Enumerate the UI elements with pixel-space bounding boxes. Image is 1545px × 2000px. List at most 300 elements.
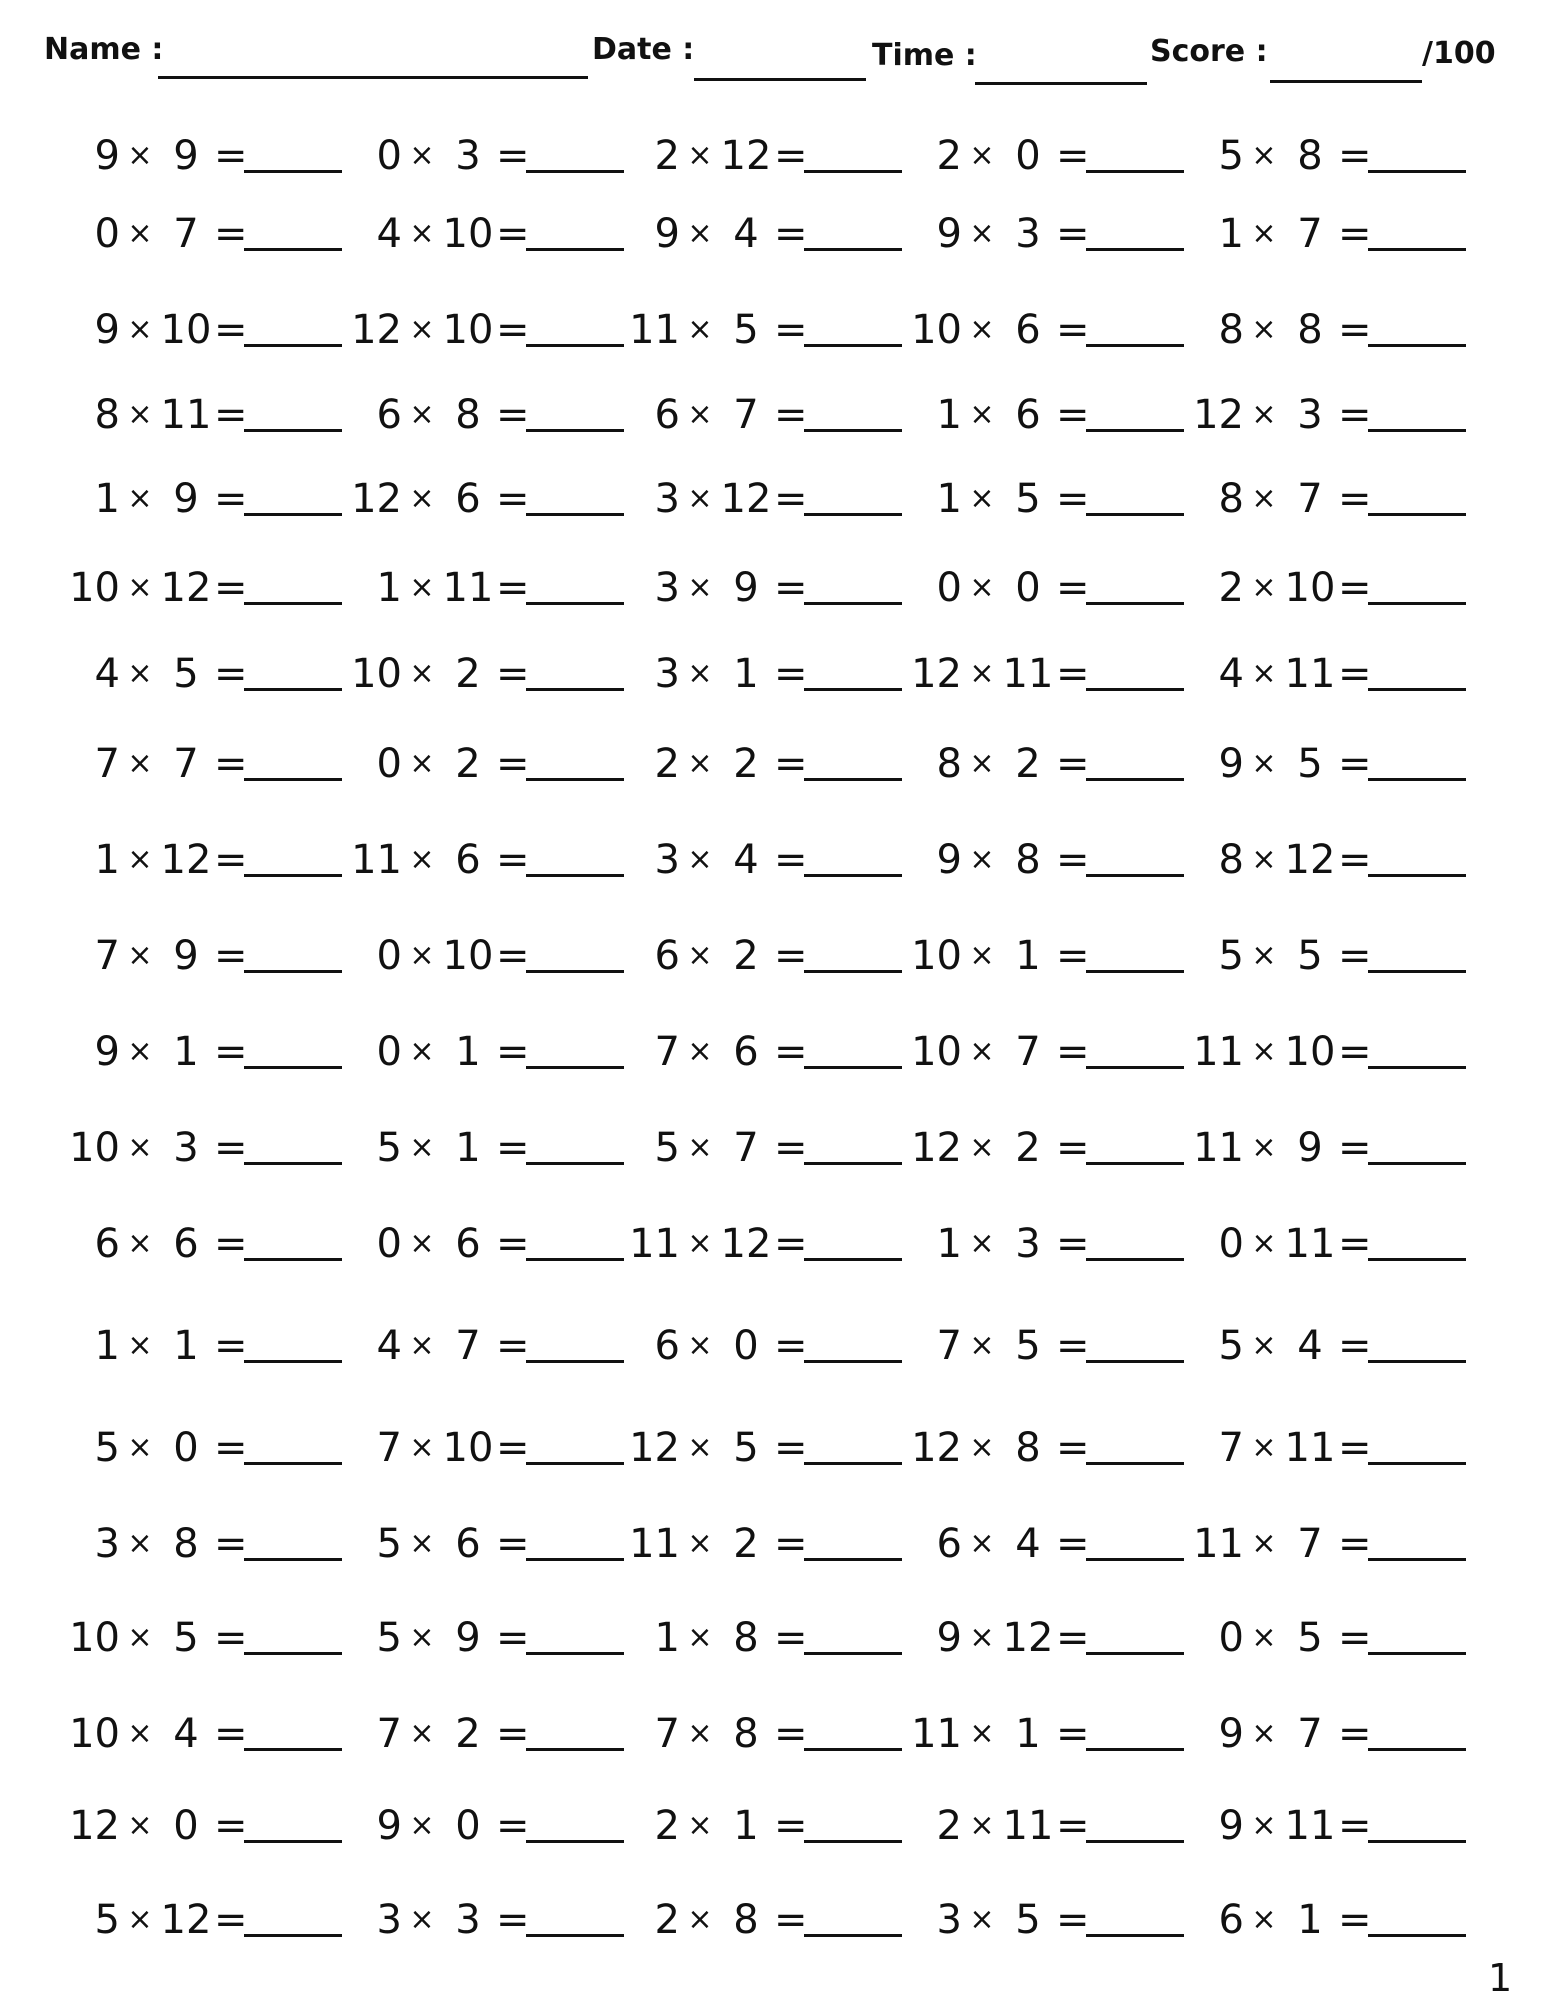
problem xyxy=(620,832,890,888)
factor-a: 1 xyxy=(94,837,120,883)
answer-blank[interactable] xyxy=(244,1360,342,1363)
answer-blank[interactable] xyxy=(1086,429,1184,432)
factor-b: 4 xyxy=(173,1711,199,1757)
answer-blank[interactable] xyxy=(1086,874,1184,877)
factor-a: 10 xyxy=(351,651,402,697)
factor-b: 9 xyxy=(173,133,199,179)
factor-b: 3 xyxy=(173,1125,199,1171)
factor-b: 2 xyxy=(733,741,759,787)
answer-blank[interactable] xyxy=(804,688,902,691)
problem xyxy=(60,206,330,262)
answer-blank[interactable] xyxy=(804,429,902,432)
answer-blank[interactable] xyxy=(1368,1748,1466,1751)
factor-b: 0 xyxy=(455,1803,481,1849)
answer-blank[interactable] xyxy=(1368,778,1466,781)
answer-blank[interactable] xyxy=(1368,1066,1466,1069)
factor-a: 0 xyxy=(376,933,402,979)
equals-sign: = xyxy=(1056,307,1090,353)
answer-blank[interactable] xyxy=(244,970,342,973)
times-sign: × xyxy=(969,656,995,691)
answer-blank[interactable] xyxy=(804,170,902,173)
problem xyxy=(342,1024,612,1080)
times-sign: × xyxy=(409,1226,435,1261)
answer-blank[interactable] xyxy=(244,1162,342,1165)
factor-b: 5 xyxy=(173,651,199,697)
problem xyxy=(620,471,890,527)
factor-b: 10 xyxy=(1284,565,1336,611)
problem xyxy=(60,471,330,527)
factor-b: 5 xyxy=(733,307,759,353)
problem xyxy=(902,560,1172,616)
answer-blank[interactable] xyxy=(1368,1162,1466,1165)
answer-blank[interactable] xyxy=(526,1934,624,1937)
factor-b: 2 xyxy=(733,933,759,979)
answer-blank[interactable] xyxy=(244,1652,342,1655)
answer-blank[interactable] xyxy=(526,1840,624,1843)
times-sign: × xyxy=(687,1328,713,1363)
times-sign: × xyxy=(127,842,153,877)
answer-blank[interactable] xyxy=(526,1360,624,1363)
answer-blank[interactable] xyxy=(804,1748,902,1751)
factor-a: 7 xyxy=(376,1711,402,1757)
factor-a: 5 xyxy=(94,1425,120,1471)
answer-blank[interactable] xyxy=(526,874,624,877)
times-sign: × xyxy=(1251,138,1277,173)
factor-b: 0 xyxy=(173,1425,199,1471)
factor-a: 8 xyxy=(1218,476,1244,522)
answer-blank[interactable] xyxy=(244,688,342,691)
answer-blank[interactable] xyxy=(1086,248,1184,251)
answer-blank[interactable] xyxy=(1368,170,1466,173)
factor-a: 3 xyxy=(936,1897,962,1943)
factor-b: 5 xyxy=(1015,1897,1041,1943)
equals-sign: = xyxy=(1056,1521,1090,1567)
equals-sign: = xyxy=(1338,651,1372,697)
factor-b: 6 xyxy=(455,837,481,883)
factor-b: 1 xyxy=(1015,933,1041,979)
problem xyxy=(902,832,1172,888)
answer-blank[interactable] xyxy=(1086,1748,1184,1751)
factor-b: 11 xyxy=(1284,1221,1336,1267)
factor-b: 7 xyxy=(173,211,199,257)
factor-a: 12 xyxy=(351,307,402,353)
factor-b: 5 xyxy=(1297,933,1323,979)
factor-a: 9 xyxy=(94,1029,120,1075)
times-sign: × xyxy=(1251,1226,1277,1261)
times-sign: × xyxy=(409,1902,435,1937)
answer-blank[interactable] xyxy=(1368,513,1466,516)
times-sign: × xyxy=(687,1226,713,1261)
factor-b: 5 xyxy=(173,1615,199,1661)
factor-b: 10 xyxy=(442,1425,494,1471)
problem xyxy=(1184,1798,1454,1854)
problem xyxy=(60,302,330,358)
equals-sign: = xyxy=(496,837,530,883)
equals-sign: = xyxy=(774,392,808,438)
answer-blank[interactable] xyxy=(1086,778,1184,781)
problem xyxy=(902,1798,1172,1854)
answer-blank[interactable] xyxy=(1368,248,1466,251)
problem xyxy=(342,1420,612,1476)
times-sign: × xyxy=(1251,1430,1277,1465)
answer-blank[interactable] xyxy=(244,170,342,173)
answer-blank[interactable] xyxy=(244,1748,342,1751)
answer-blank[interactable] xyxy=(244,344,342,347)
answer-blank[interactable] xyxy=(1368,344,1466,347)
times-sign: × xyxy=(1251,481,1277,516)
answer-blank[interactable] xyxy=(526,970,624,973)
problem xyxy=(1184,1892,1454,1948)
answer-blank[interactable] xyxy=(244,1462,342,1465)
factor-a: 5 xyxy=(376,1125,402,1171)
problem xyxy=(902,1420,1172,1476)
factor-a: 11 xyxy=(1193,1521,1244,1567)
times-sign: × xyxy=(127,1808,153,1843)
times-sign: × xyxy=(127,1034,153,1069)
times-sign: × xyxy=(409,1716,435,1751)
answer-blank[interactable] xyxy=(1086,1258,1184,1261)
times-sign: × xyxy=(687,746,713,781)
answer-blank[interactable] xyxy=(244,1934,342,1937)
equals-sign: = xyxy=(214,133,248,179)
equals-sign: = xyxy=(774,741,808,787)
times-sign: × xyxy=(969,1328,995,1363)
answer-blank[interactable] xyxy=(804,778,902,781)
factor-a: 5 xyxy=(94,1897,120,1943)
answer-blank[interactable] xyxy=(526,1558,624,1561)
answer-blank[interactable] xyxy=(804,1162,902,1165)
factor-a: 9 xyxy=(376,1803,402,1849)
times-sign: × xyxy=(969,1226,995,1261)
answer-blank[interactable] xyxy=(1368,1558,1466,1561)
answer-blank[interactable] xyxy=(804,1258,902,1261)
times-sign: × xyxy=(687,312,713,347)
problem xyxy=(1184,1318,1454,1374)
problem xyxy=(902,1120,1172,1176)
answer-blank[interactable] xyxy=(526,778,624,781)
answer-blank[interactable] xyxy=(1086,1066,1184,1069)
equals-sign: = xyxy=(1338,307,1372,353)
factor-a: 7 xyxy=(94,741,120,787)
problem xyxy=(902,1318,1172,1374)
problem xyxy=(620,1318,890,1374)
factor-b: 11 xyxy=(1284,651,1336,697)
answer-blank[interactable] xyxy=(804,1934,902,1937)
answer-blank[interactable] xyxy=(526,344,624,347)
answer-blank[interactable] xyxy=(526,1652,624,1655)
answer-blank[interactable] xyxy=(804,1558,902,1561)
answer-blank[interactable] xyxy=(1086,1652,1184,1655)
answer-blank[interactable] xyxy=(804,344,902,347)
factor-b: 10 xyxy=(442,933,494,979)
times-sign: × xyxy=(409,138,435,173)
times-sign: × xyxy=(409,842,435,877)
factor-a: 7 xyxy=(936,1323,962,1369)
answer-blank[interactable] xyxy=(244,429,342,432)
problem xyxy=(620,128,890,184)
answer-blank[interactable] xyxy=(804,248,902,251)
factor-b: 2 xyxy=(1015,1125,1041,1171)
answer-blank[interactable] xyxy=(1086,970,1184,973)
answer-blank[interactable] xyxy=(1086,1934,1184,1937)
factor-a: 4 xyxy=(94,651,120,697)
answer-blank[interactable] xyxy=(1086,1462,1184,1465)
problem xyxy=(342,1706,612,1762)
equals-sign: = xyxy=(214,1897,248,1943)
equals-sign: = xyxy=(1056,1029,1090,1075)
factor-a: 8 xyxy=(1218,307,1244,353)
answer-blank[interactable] xyxy=(1086,513,1184,516)
equals-sign: = xyxy=(1338,1521,1372,1567)
times-sign: × xyxy=(127,481,153,516)
times-sign: × xyxy=(409,570,435,605)
factor-a: 4 xyxy=(1218,651,1244,697)
answer-blank[interactable] xyxy=(1086,1558,1184,1561)
equals-sign: = xyxy=(1056,1803,1090,1849)
problem xyxy=(342,1120,612,1176)
answer-blank[interactable] xyxy=(1368,1934,1466,1937)
answer-blank[interactable] xyxy=(244,1840,342,1843)
answer-blank[interactable] xyxy=(526,513,624,516)
factor-a: 12 xyxy=(911,651,962,697)
factor-a: 12 xyxy=(69,1803,120,1849)
factor-b: 12 xyxy=(720,476,772,522)
factor-a: 8 xyxy=(1218,837,1244,883)
factor-a: 11 xyxy=(351,837,402,883)
problem xyxy=(60,1024,330,1080)
factor-b: 4 xyxy=(1015,1521,1041,1567)
factor-b: 6 xyxy=(455,1521,481,1567)
factor-a: 0 xyxy=(376,1029,402,1075)
problem xyxy=(1184,387,1454,443)
problem xyxy=(60,928,330,984)
answer-blank[interactable] xyxy=(526,1748,624,1751)
problem xyxy=(60,1120,330,1176)
factor-b: 1 xyxy=(455,1029,481,1075)
answer-blank[interactable] xyxy=(526,1162,624,1165)
factor-b: 11 xyxy=(160,392,212,438)
times-sign: × xyxy=(969,216,995,251)
factor-a: 6 xyxy=(94,1221,120,1267)
times-sign: × xyxy=(687,570,713,605)
factor-a: 1 xyxy=(94,1323,120,1369)
equals-sign: = xyxy=(1056,1425,1090,1471)
times-sign: × xyxy=(409,1328,435,1363)
equals-sign: = xyxy=(1056,837,1090,883)
equals-sign: = xyxy=(1338,565,1372,611)
factor-a: 5 xyxy=(654,1125,680,1171)
equals-sign: = xyxy=(214,1615,248,1661)
answer-blank[interactable] xyxy=(804,970,902,973)
answer-blank[interactable] xyxy=(804,602,902,605)
answer-blank[interactable] xyxy=(526,1258,624,1261)
times-sign: × xyxy=(127,216,153,251)
times-sign: × xyxy=(127,1526,153,1561)
equals-sign: = xyxy=(496,1803,530,1849)
equals-sign: = xyxy=(1338,1615,1372,1661)
answer-blank[interactable] xyxy=(1086,1360,1184,1363)
times-sign: × xyxy=(409,1130,435,1165)
equals-sign: = xyxy=(774,1897,808,1943)
answer-blank[interactable] xyxy=(526,688,624,691)
factor-a: 6 xyxy=(654,392,680,438)
problem xyxy=(620,1610,890,1666)
equals-sign: = xyxy=(214,1711,248,1757)
equals-sign: = xyxy=(214,741,248,787)
problem xyxy=(902,1216,1172,1272)
answer-blank[interactable] xyxy=(804,1840,902,1843)
equals-sign: = xyxy=(774,1615,808,1661)
times-sign: × xyxy=(127,1130,153,1165)
factor-b: 8 xyxy=(1015,837,1041,883)
equals-sign: = xyxy=(496,1711,530,1757)
answer-blank[interactable] xyxy=(244,1066,342,1069)
problem xyxy=(342,1610,612,1666)
answer-blank[interactable] xyxy=(1086,170,1184,173)
factor-b: 8 xyxy=(733,1897,759,1943)
times-sign: × xyxy=(127,1328,153,1363)
answer-blank[interactable] xyxy=(244,1258,342,1261)
answer-blank[interactable] xyxy=(244,874,342,877)
problem xyxy=(902,928,1172,984)
problem xyxy=(620,1892,890,1948)
times-sign: × xyxy=(127,938,153,973)
answer-blank[interactable] xyxy=(526,1066,624,1069)
problem xyxy=(1184,1420,1454,1476)
answer-blank[interactable] xyxy=(244,1558,342,1561)
factor-a: 3 xyxy=(654,837,680,883)
problem xyxy=(1184,928,1454,984)
factor-b: 9 xyxy=(1297,1125,1323,1171)
factor-a: 9 xyxy=(654,211,680,257)
factor-b: 8 xyxy=(1297,133,1323,179)
factor-b: 5 xyxy=(1297,741,1323,787)
answer-blank[interactable] xyxy=(244,602,342,605)
factor-b: 3 xyxy=(1015,211,1041,257)
answer-blank[interactable] xyxy=(1368,970,1466,973)
problem xyxy=(342,832,612,888)
problem xyxy=(902,1892,1172,1948)
answer-blank[interactable] xyxy=(526,1462,624,1465)
problem xyxy=(1184,471,1454,527)
problem xyxy=(902,1516,1172,1572)
answer-blank[interactable] xyxy=(526,429,624,432)
answer-blank[interactable] xyxy=(804,513,902,516)
equals-sign: = xyxy=(214,1521,248,1567)
factor-a: 6 xyxy=(1218,1897,1244,1943)
factor-b: 9 xyxy=(173,933,199,979)
answer-blank[interactable] xyxy=(1368,1652,1466,1655)
answer-blank[interactable] xyxy=(804,1360,902,1363)
equals-sign: = xyxy=(496,1029,530,1075)
times-sign: × xyxy=(1251,656,1277,691)
answer-blank[interactable] xyxy=(1086,344,1184,347)
factor-a: 3 xyxy=(654,476,680,522)
answer-blank[interactable] xyxy=(526,602,624,605)
answer-blank[interactable] xyxy=(244,778,342,781)
answer-blank[interactable] xyxy=(1086,1162,1184,1165)
factor-a: 2 xyxy=(654,1803,680,1849)
answer-blank[interactable] xyxy=(1086,688,1184,691)
answer-blank[interactable] xyxy=(804,1066,902,1069)
times-sign: × xyxy=(969,1620,995,1655)
factor-b: 11 xyxy=(1284,1425,1336,1471)
factor-b: 12 xyxy=(720,1221,772,1267)
time-label: Time : xyxy=(872,38,977,73)
factor-a: 9 xyxy=(936,211,962,257)
times-sign: × xyxy=(127,570,153,605)
problem xyxy=(902,1024,1172,1080)
problem xyxy=(902,1610,1172,1666)
answer-blank[interactable] xyxy=(526,248,624,251)
answer-blank[interactable] xyxy=(1368,429,1466,432)
answer-blank[interactable] xyxy=(1368,874,1466,877)
problem xyxy=(620,928,890,984)
answer-blank[interactable] xyxy=(1368,1360,1466,1363)
times-sign: × xyxy=(127,1430,153,1465)
times-sign: × xyxy=(409,1526,435,1561)
problem xyxy=(60,128,330,184)
answer-blank[interactable] xyxy=(244,513,342,516)
problem xyxy=(342,646,612,702)
factor-a: 9 xyxy=(94,307,120,353)
factor-b: 2 xyxy=(455,1711,481,1757)
answer-blank[interactable] xyxy=(526,170,624,173)
answer-blank[interactable] xyxy=(1368,1462,1466,1465)
problem xyxy=(1184,646,1454,702)
factor-a: 1 xyxy=(936,1221,962,1267)
problem xyxy=(60,1892,330,1948)
answer-blank[interactable] xyxy=(1368,602,1466,605)
problem xyxy=(342,560,612,616)
times-sign: × xyxy=(127,397,153,432)
factor-b: 2 xyxy=(455,741,481,787)
times-sign: × xyxy=(687,397,713,432)
equals-sign: = xyxy=(496,133,530,179)
answer-blank[interactable] xyxy=(1368,1258,1466,1261)
factor-a: 2 xyxy=(654,1897,680,1943)
times-sign: × xyxy=(969,1130,995,1165)
problem xyxy=(60,560,330,616)
answer-blank[interactable] xyxy=(804,874,902,877)
factor-a: 5 xyxy=(1218,133,1244,179)
times-sign: × xyxy=(409,397,435,432)
factor-a: 9 xyxy=(1218,741,1244,787)
factor-a: 0 xyxy=(376,741,402,787)
answer-blank[interactable] xyxy=(804,1462,902,1465)
problem xyxy=(902,1706,1172,1762)
answer-blank[interactable] xyxy=(1368,688,1466,691)
problem xyxy=(1184,1610,1454,1666)
answer-blank[interactable] xyxy=(1086,602,1184,605)
equals-sign: = xyxy=(1338,133,1372,179)
equals-sign: = xyxy=(774,476,808,522)
answer-blank[interactable] xyxy=(1368,1840,1466,1843)
times-sign: × xyxy=(127,656,153,691)
score-total: /100 xyxy=(1422,36,1496,71)
factor-a: 0 xyxy=(376,1221,402,1267)
factor-b: 7 xyxy=(1297,1521,1323,1567)
factor-a: 4 xyxy=(376,211,402,257)
equals-sign: = xyxy=(1338,392,1372,438)
factor-b: 8 xyxy=(733,1711,759,1757)
answer-blank[interactable] xyxy=(804,1652,902,1655)
equals-sign: = xyxy=(774,1323,808,1369)
equals-sign: = xyxy=(1338,1711,1372,1757)
factor-a: 3 xyxy=(94,1521,120,1567)
answer-blank[interactable] xyxy=(1086,1840,1184,1843)
answer-blank[interactable] xyxy=(244,248,342,251)
